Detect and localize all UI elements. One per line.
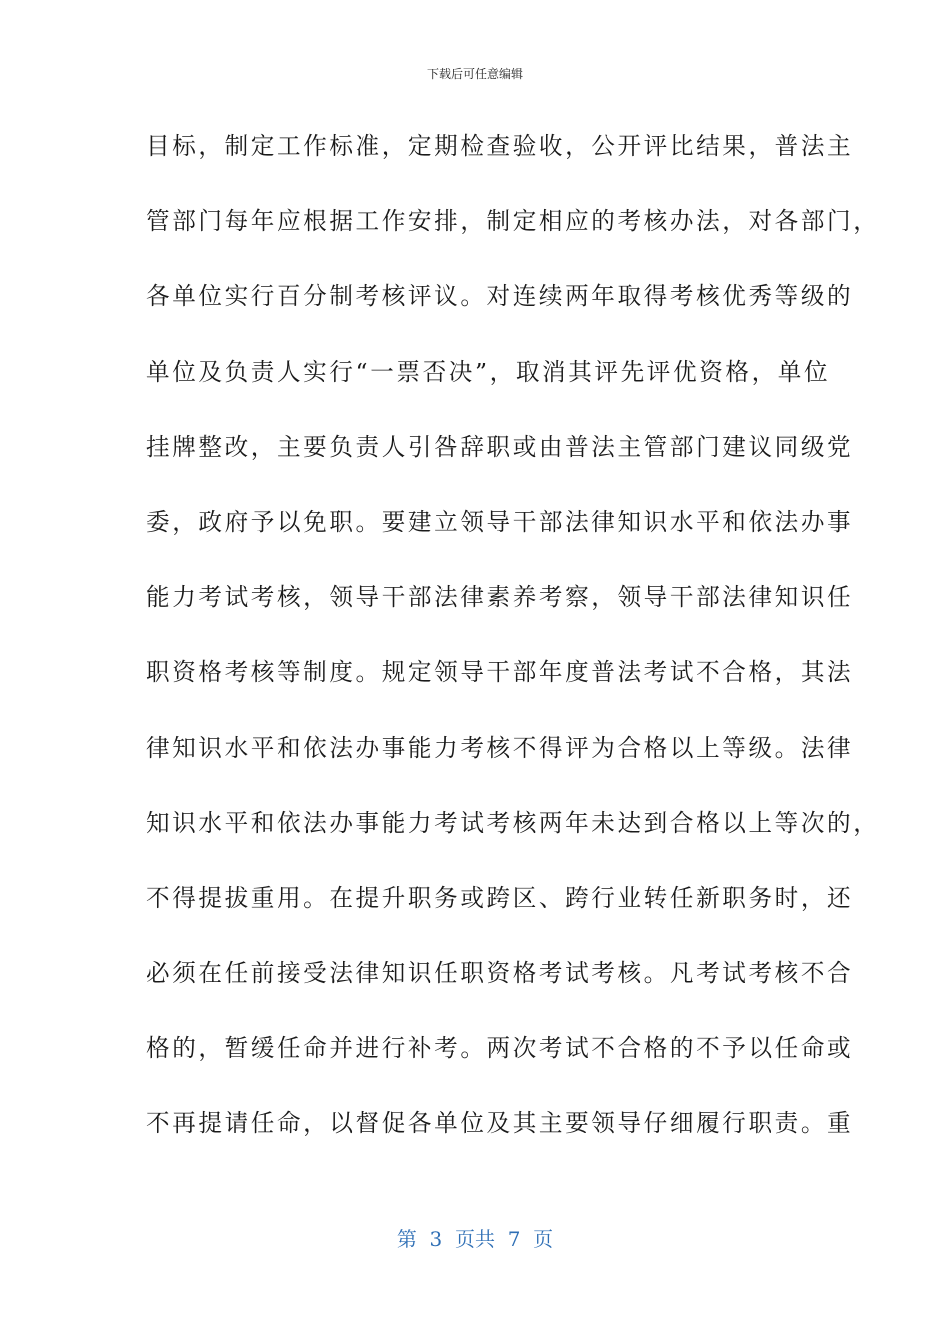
body-line: 知识水平和依法办事能力考试考核两年未达到合格以上等次的，: [146, 808, 880, 837]
body-line: 委，政府予以免职。要建立领导干部法律知识水平和依法办事: [146, 507, 854, 536]
page-number-footer: 第 3 页共 7 页: [396, 1227, 554, 1251]
body-line: 能力考试考核，领导干部法律素养考察，领导干部法律知识任: [146, 583, 854, 612]
body-line: 目标，制定工作标准，定期检查验收，公开评比结果，普法主: [146, 132, 854, 160]
body-line: 各单位实行百分制考核评议。对连续两年取得考核优秀等级的: [146, 282, 854, 311]
body-line: 挂牌整改，主要负责人引咎辞职或由普法主管部门建议同级党: [146, 432, 854, 461]
body-line: 必须在任前接受法律知识任职资格考试考核。凡考试考核不合: [146, 959, 854, 988]
body-line: 管部门每年应根据工作安排，制定相应的考核办法，对各部门，: [146, 207, 880, 236]
body-line: 律知识水平和依法办事能力考核不得评为合格以上等级。法律: [146, 733, 854, 762]
body-line: 不得提拔重用。在提升职务或跨区、跨行业转任新职务时，还: [146, 883, 854, 912]
body-line: 不再提请任命，以督促各单位及其主要领导仔细履行职责。重: [146, 1109, 854, 1138]
body-line: 格的，暂缓任命并进行补考。两次考试不合格的不予以任命或: [146, 1034, 854, 1063]
page-header: 下载后可任意编辑: [426, 67, 523, 81]
body-line: 职资格考核等制度。规定领导干部年度普法考试不合格，其法: [146, 658, 854, 687]
document-body: [146, 124, 880, 1177]
body-line: 单位及负责人实行“一票否决”，取消其评先评优资格，单位: [146, 357, 831, 386]
